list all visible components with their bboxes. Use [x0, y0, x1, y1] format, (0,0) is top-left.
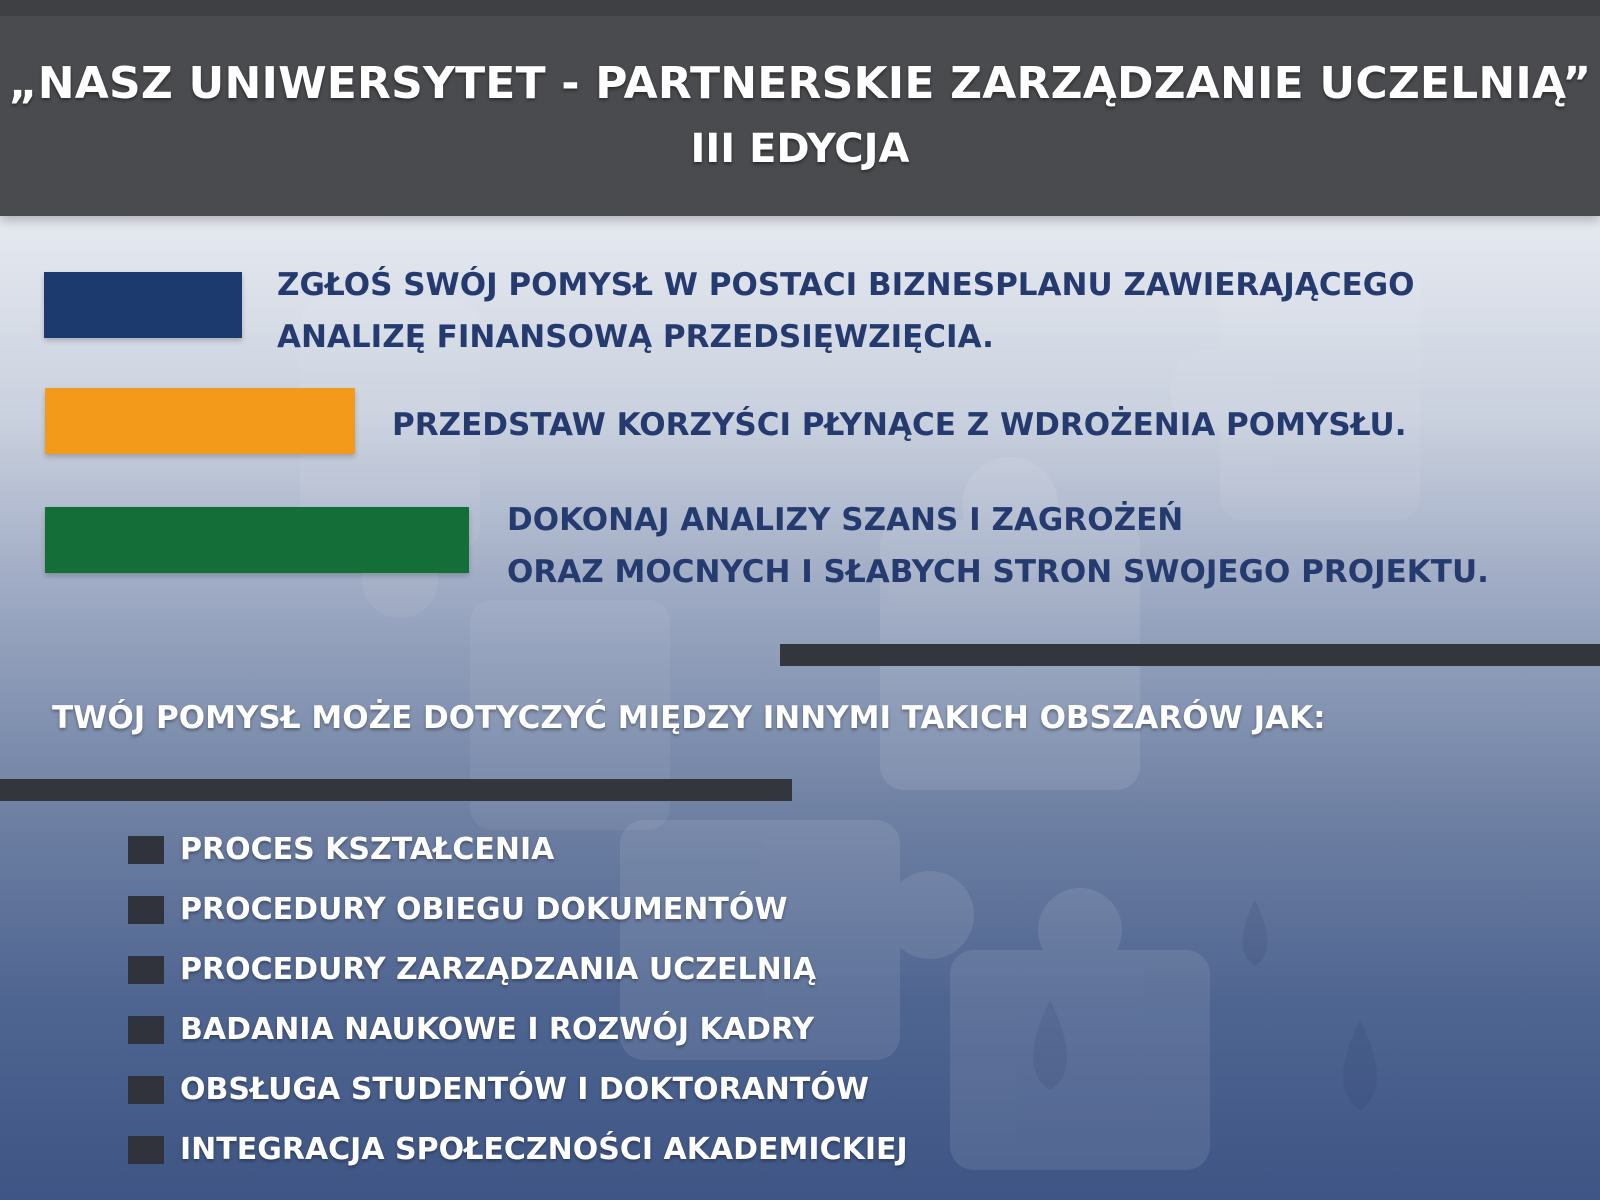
area-label: PROCEDURY ZARZĄDZANIA UCZELNIĄ [180, 952, 817, 987]
step-1-line-2: ANALIZĘ FINANSOWĄ PRZEDSIĘWZIĘCIA. [277, 319, 994, 355]
bullet-square [128, 896, 164, 924]
list-item [128, 1012, 1028, 1072]
bullet-square [128, 1076, 164, 1104]
header-banner [0, 0, 1600, 216]
bullet-square [128, 836, 164, 864]
bullet-square [128, 1136, 164, 1164]
area-label: OBSŁUGA STUDENTÓW I DOKTORANTÓW [180, 1072, 869, 1107]
step-3-line-1: DOKONAJ ANALIZY SZANS I ZAGROŻEŃ [507, 502, 1184, 538]
page-title: „NASZ UNIWERSYTET - PARTNERSKIE ZARZĄDZANIE UCZELNIĄ” [8, 58, 1592, 109]
step-1-line-1: ZGŁOŚ SWÓJ POMYSŁ W POSTACI BIZNESPLANU ZAWIERAJĄCEGO [277, 267, 1415, 303]
area-label: PROCEDURY OBIEGU DOKUMENTÓW [180, 892, 788, 927]
areas-heading: TWÓJ POMYSŁ MOŻE DOTYCZYĆ MIĘDZY INNYMI TAKICH OBSZARÓW JAK: [52, 700, 1326, 736]
step-2-line-1: PRZEDSTAW KORZYŚCI PŁYNĄCE Z WDROŻENIA POMYSŁU. [392, 407, 1407, 443]
step-2-color-bar [45, 388, 355, 454]
bullet-square [128, 1016, 164, 1044]
areas-list [128, 832, 1028, 1192]
list-item [128, 832, 1028, 892]
divider-upper [780, 644, 1600, 666]
list-item [128, 1132, 1028, 1192]
list-item [128, 892, 1028, 952]
area-label: BADANIA NAUKOWE I ROZWÓJ KADRY [180, 1012, 815, 1047]
step-3-line-2: ORAZ MOCNYCH I SŁABYCH STRON SWOJEGO PROJEKTU. [507, 554, 1489, 590]
divider-lower [0, 779, 792, 801]
step-1-color-bar [44, 272, 242, 338]
edition-title: III EDYCJA [690, 126, 910, 172]
list-item [128, 1072, 1028, 1132]
list-item [128, 952, 1028, 1012]
area-label: INTEGRACJA SPOŁECZNOŚCI AKADEMICKIEJ [180, 1132, 908, 1167]
bullet-square [128, 956, 164, 984]
area-label: PROCES KSZTAŁCENIA [180, 832, 555, 867]
step-3-color-bar [45, 507, 469, 573]
header-top-strip [0, 0, 1600, 16]
